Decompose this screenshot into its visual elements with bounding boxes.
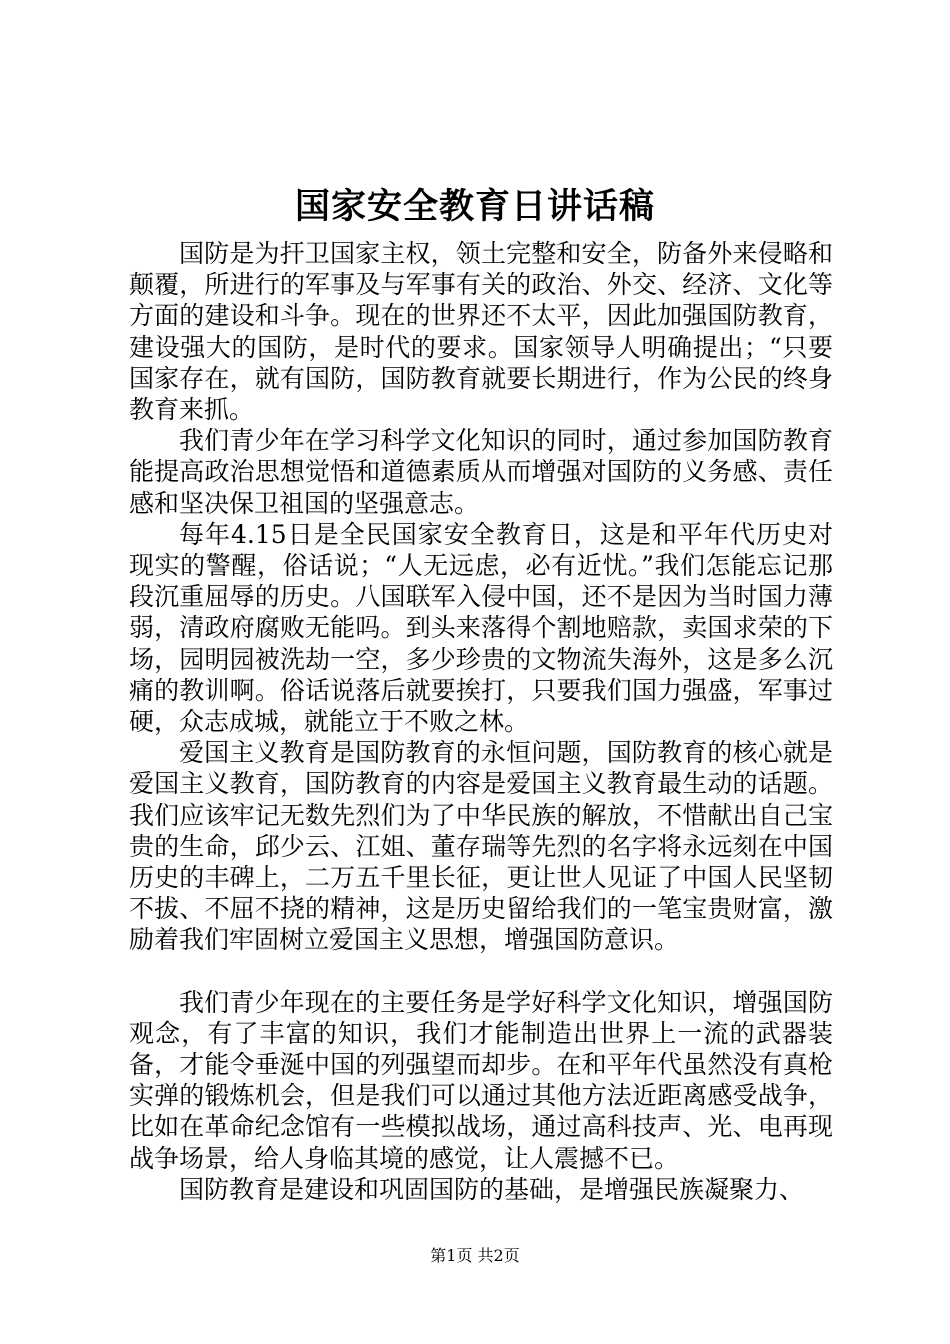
paragraph-3: 每年4.15日是全民国家安全教育日，这是和平年代历史对现实的警醒，俗话说；“人无远虑，必有近忧。”我们怎能忘记那段沉重屈辱的历史。八国联军入侵中国，还不是因为当时国力薄弱，清政府腐败无能吗。到头来落得个割地赔款，卖国求荣的下场，园明园被洗劫一空，多少珍贵的文物流失海外，这是多么沉痛的教训啊。俗话说落后就要挨打，只要我们国力强盛，军事过硬，众志成城，就能立于不败之林。	[129, 519, 833, 737]
paragraph-5: 我们青少年现在的主要任务是学好科学文化知识，增强国防观念，有了丰富的知识，我们才能制造出世界上一流的武器装备，才能令垂涎中国的列强望而却步。在和平年代虽然没有真枪实弹的锻炼机会，但是我们可以通过其他方法近距离感受战争，比如在革命纪念馆有一些模拟战场，通过高科技声、光、电再现战争场景，给人身临其境的感觉，让人震撼不已。	[129, 987, 833, 1173]
paragraph-4: 爱国主义教育是国防教育的永恒问题，国防教育的核心就是爱国主义教育，国防教育的内容是爱国主义教育最生动的话题。我们应该牢记无数先烈们为了中华民族的解放，不惜献出自己宝贵的生命，邱少云、江姐、董存瑞等先烈的名字将永远刻在中国历史的丰碑上，二万五千里长征，更让世人见证了中国人民坚韧不拔、不屈不挠的精神，这是历史留给我们的一笔宝贵财富，激励着我们牢固树立爱国主义思想，增强国防意识。	[129, 738, 833, 955]
paragraph-spacer	[129, 956, 833, 987]
paragraph-1: 国防是为扞卫国家主权，领土完整和安全，防备外来侵略和颠覆，所进行的军事及与军事有关的政治、外交、经济、文化等方面的建设和斗争。现在的世界还不太平，因此加强国防教育，建设强大的国防，是时代的要求。国家领导人明确提出；“只要国家存在，就有国防，国防教育就要长期进行，作为公民的终身教育来抓。	[129, 239, 833, 425]
page-footer: 第1页 共2页	[430, 1246, 520, 1265]
paragraph-6: 国防教育是建设和巩固国防的基础，是增强民族凝聚力、	[179, 1174, 805, 1204]
document-title: 国家安全教育日讲话稿	[294, 186, 655, 227]
paragraph-2: 我们青少年在学习科学文化知识的同时，通过参加国防教育能提高政治思想觉悟和道德素质从而增强对国防的义务感、责任感和坚决保卫祖国的坚强意志。	[129, 426, 833, 518]
document-body	[129, 238, 833, 1205]
